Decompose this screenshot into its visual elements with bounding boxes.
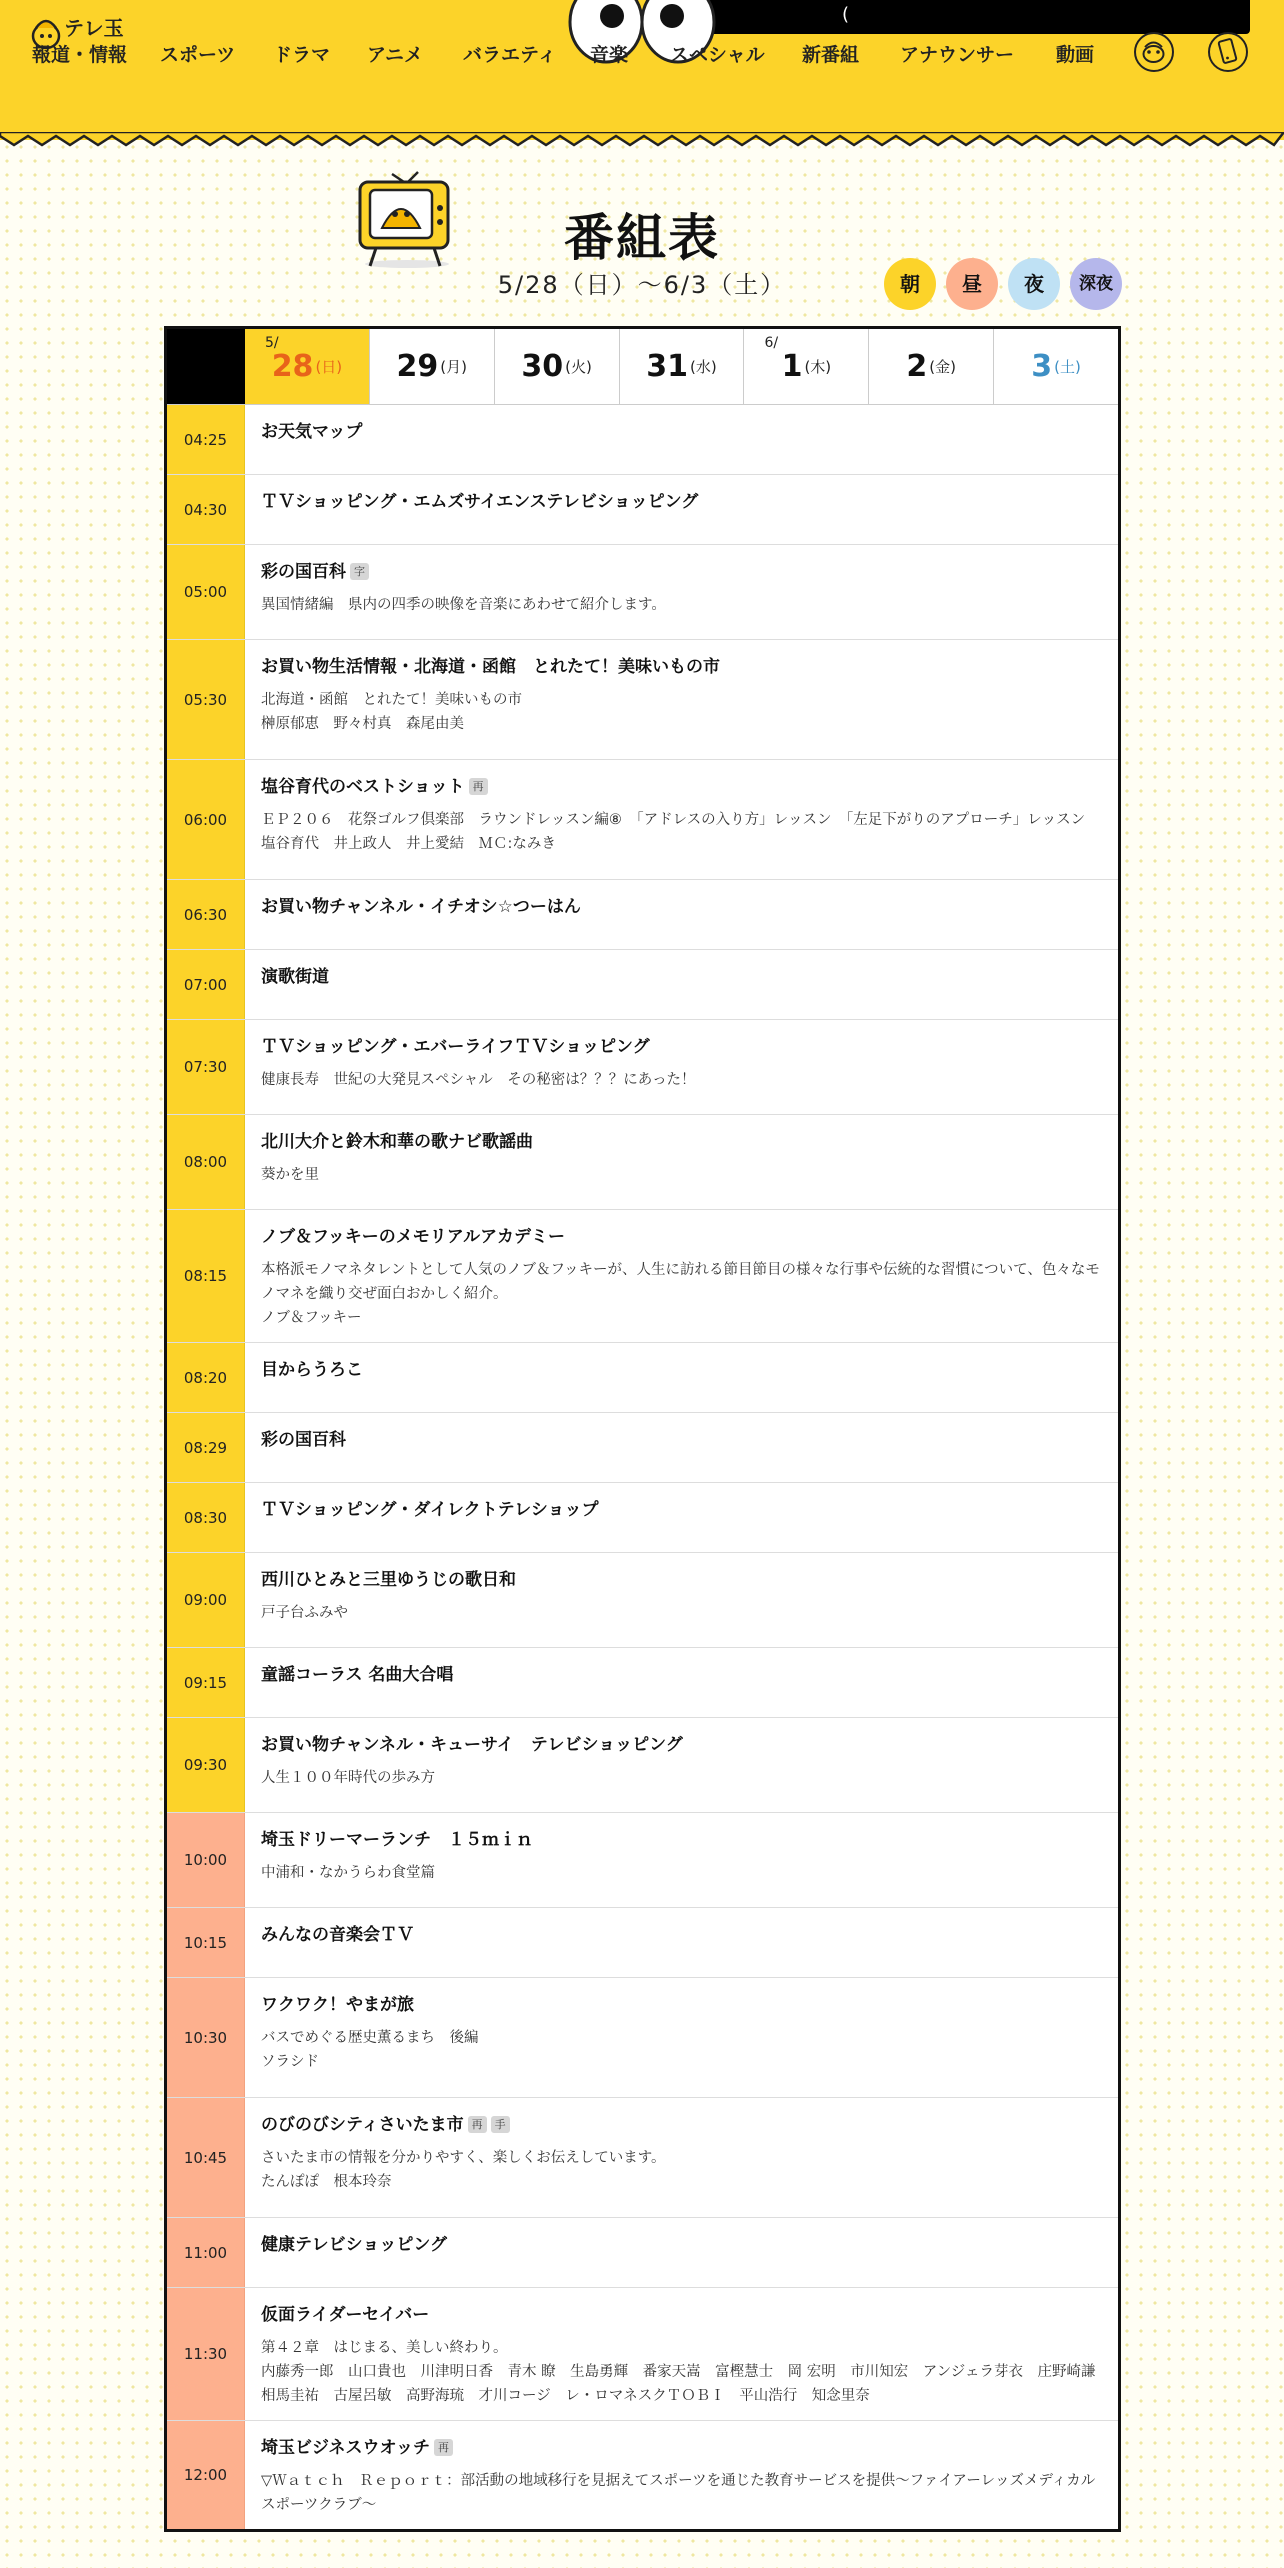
date-range: 5/28（日）〜6/3（土）	[497, 271, 787, 299]
program-cell	[245, 1813, 1118, 1907]
page-title: 番組表	[564, 209, 720, 267]
program-description-line: 榊原郁恵 野々村真 森尾由美	[261, 716, 464, 732]
program-cell	[245, 2421, 1118, 2529]
program-time: 10:45	[167, 2098, 245, 2217]
date-tab[interactable]	[743, 329, 868, 404]
program-title[interactable]: お買い物チャンネル・キューサイ テレビショッピング	[261, 1735, 683, 1755]
program-title[interactable]: 埼玉ドリーマーランチ １５ｍｉｎ	[261, 1830, 533, 1850]
program-description	[261, 808, 1102, 856]
program-time: 07:30	[167, 1020, 245, 1114]
program-description-line: 葵かを里	[261, 1167, 319, 1183]
program-description-line: バスでめぐる歴史薫るまち 後編	[261, 2030, 479, 2046]
program-description	[261, 1068, 1102, 1092]
program-cell	[245, 405, 1118, 474]
program-row[interactable]	[167, 1483, 1118, 1553]
program-cell	[245, 760, 1118, 879]
program-row[interactable]	[167, 1343, 1118, 1413]
program-description-line: 健康長寿 世紀の大発見スペシャル その秘密は？？？にあった！	[261, 1072, 696, 1088]
program-title-line	[261, 489, 1102, 515]
program-time: 08:30	[167, 1483, 245, 1552]
program-time: 08:00	[167, 1115, 245, 1209]
program-time: 10:15	[167, 1908, 245, 1977]
program-title-line	[261, 1357, 1102, 1383]
program-cell	[245, 950, 1118, 1019]
program-title-line	[261, 654, 1102, 680]
program-title[interactable]: ＴＶショッピング・エムズサイエンステレビショッピング	[261, 492, 699, 512]
program-time: 09:00	[167, 1553, 245, 1647]
program-tag-badge: 手	[491, 2116, 510, 2133]
date-day: 31	[646, 349, 689, 384]
logo-text[interactable]: テレ玉	[64, 16, 124, 40]
date-weekday: (金)	[929, 358, 957, 376]
date-day: 28	[271, 349, 314, 384]
time-filter-button[interactable]: 深夜	[1070, 258, 1122, 310]
program-title-line	[261, 1992, 1102, 2018]
program-title[interactable]: ＴＶショッピング・ダイレクトテレショップ	[261, 1500, 599, 1520]
program-row[interactable]	[167, 1115, 1118, 1210]
program-title-line	[261, 1224, 1102, 1250]
program-time: 06:30	[167, 880, 245, 949]
nav-video[interactable]: 動画	[1056, 44, 1095, 66]
program-description	[261, 2146, 1102, 2194]
program-cell	[245, 1648, 1118, 1717]
date-tab[interactable]	[494, 329, 619, 404]
program-description	[261, 688, 1102, 736]
program-time: 09:15	[167, 1648, 245, 1717]
program-row[interactable]	[167, 545, 1118, 640]
program-title-line	[261, 1567, 1102, 1593]
program-row[interactable]	[167, 640, 1118, 760]
date-header-corner	[167, 329, 245, 404]
program-time: 04:25	[167, 405, 245, 474]
program-description	[261, 2026, 1102, 2074]
program-row[interactable]	[167, 950, 1118, 1020]
program-description-line: 異国情緒編 県内の四季の映像を音楽にあわせて紹介します。	[261, 597, 666, 613]
program-description	[261, 1861, 1102, 1885]
program-cell	[245, 545, 1118, 639]
program-title-line	[261, 2112, 1102, 2138]
program-description	[261, 1163, 1102, 1187]
program-title-line	[261, 2302, 1102, 2328]
program-description-line: ノブ＆フッキー	[261, 1310, 362, 1326]
program-description-line: 中浦和・なかうらわ食堂篇	[261, 1865, 435, 1881]
program-title[interactable]: 目からうろこ	[261, 1360, 363, 1380]
program-title-line	[261, 2435, 1102, 2461]
date-weekday: (火)	[565, 358, 592, 376]
program-title[interactable]: お買い物生活情報・北海道・函館 とれたて！美味いもの市	[261, 657, 720, 677]
program-row[interactable]	[167, 1210, 1118, 1343]
mascot-face-icon[interactable]	[1134, 32, 1174, 72]
program-cell	[245, 880, 1118, 949]
program-row[interactable]	[167, 2288, 1118, 2421]
program-row[interactable]	[167, 2218, 1118, 2288]
nav-news[interactable]: 報道・情報	[32, 44, 128, 66]
program-list	[167, 405, 1118, 2529]
program-cell	[245, 1908, 1118, 1977]
program-tag-badge: 字	[350, 563, 369, 580]
program-title[interactable]: 彩の国百科	[261, 1430, 346, 1450]
program-description-line: 塩谷育代 井上政人 井上愛結 ＭＣ:なみき	[261, 836, 556, 852]
program-description-line: さいたま市の情報を分かりやすく、楽しくお伝えしています。	[261, 2150, 666, 2166]
date-weekday: (土)	[1054, 358, 1081, 376]
program-row[interactable]	[167, 760, 1118, 880]
program-tag-badge: 再	[434, 2439, 453, 2456]
program-title[interactable]: お天気マップ	[261, 422, 363, 442]
program-description	[261, 2336, 1110, 2408]
program-title[interactable]: 彩の国百科	[261, 562, 346, 582]
date-day: 3	[1031, 349, 1053, 384]
program-title[interactable]: ＴＶショッピング・エバーライフＴＶショッピング	[261, 1037, 650, 1057]
header-zigzag	[0, 132, 1284, 148]
program-time: 07:00	[167, 950, 245, 1019]
program-description-line: 戸子台ふみや	[261, 1605, 348, 1621]
program-description-line: ＥＰ２０６ 花祭ゴルフ倶楽部 ラウンドレッスン編⑧ 「アドレスの入り方」レッスン 「左足下がりのアプローチ」レッスン	[261, 812, 1086, 828]
date-month: 6/	[764, 335, 779, 351]
program-description-line: たんぽぽ 根本玲奈	[261, 2174, 392, 2190]
program-cell	[245, 1553, 1118, 1647]
program-title[interactable]: 童謡コーラス 名曲大合唱	[261, 1665, 454, 1685]
program-row[interactable]	[167, 1020, 1118, 1115]
program-cell	[245, 1483, 1118, 1552]
program-time: 11:00	[167, 2218, 245, 2287]
program-title[interactable]: のびのびシティさいたま市	[261, 2115, 464, 2135]
date-day: 1	[781, 349, 803, 384]
nav-announcer[interactable]: アナウンサー	[900, 44, 1015, 66]
program-row[interactable]	[167, 2098, 1118, 2218]
date-tab[interactable]	[868, 329, 993, 404]
nav-special[interactable]: スペシャル	[670, 44, 765, 66]
program-row[interactable]	[167, 880, 1118, 950]
program-cell	[245, 1978, 1118, 2097]
program-description-line: 内藤秀一郎 山口貴也 川津明日香 青木 瞭 生島勇輝 番家天嵩 富樫慧士 岡 宏明 市川知宏 アンジェラ芽衣 庄野崎謙 相馬圭祐 古屋呂敏 高野海琉 才川コージ レ・ロマネスクＴＯＢＩ 平山浩行 知念里奈	[261, 2364, 1110, 2404]
program-title-line	[261, 774, 1102, 800]
date-weekday: (木)	[804, 358, 832, 376]
program-title-line	[261, 964, 1102, 990]
program-description	[261, 1601, 1102, 1625]
program-time: 10:00	[167, 1813, 245, 1907]
date-weekday: (日)	[315, 358, 343, 376]
nav-drama[interactable]: ドラマ	[273, 44, 331, 66]
program-title-line	[261, 894, 1102, 920]
program-cell	[245, 1210, 1118, 1342]
program-title[interactable]: 北川大介と鈴木和華の歌ナビ歌謡曲	[261, 1132, 533, 1152]
program-cell	[245, 1020, 1118, 1114]
program-title-line	[261, 2232, 1102, 2258]
program-row[interactable]	[167, 475, 1118, 545]
program-title[interactable]: 健康テレビショッピング	[261, 2235, 447, 2255]
program-time: 05:30	[167, 640, 245, 759]
program-description-line: 本格派モノマネタレントとして人気のノブ＆フッキーが、人生に訪れる節目節目の様々な行事や伝統的な習慣について、色々なモノマネを織り交ぜ面白おかしく紹介。	[261, 1262, 1100, 1302]
program-description	[261, 1766, 1102, 1790]
program-cell	[245, 2218, 1118, 2287]
program-row[interactable]	[167, 405, 1118, 475]
program-row[interactable]	[167, 1413, 1118, 1483]
program-title-line	[261, 1827, 1102, 1853]
program-title[interactable]: お買い物チャンネル・イチオシ☆つーはん	[261, 897, 581, 917]
program-cell	[245, 640, 1118, 759]
program-row[interactable]	[167, 2421, 1118, 2529]
program-row[interactable]	[167, 1553, 1118, 1648]
program-time: 12:00	[167, 2421, 245, 2529]
program-description	[261, 2469, 1102, 2517]
program-title-line	[261, 1034, 1102, 1060]
program-description-line: 人生１００年時代の歩み方	[261, 1770, 435, 1786]
program-description	[261, 1258, 1102, 1330]
date-tab[interactable]	[993, 329, 1118, 404]
time-filter-button[interactable]: 夜	[1008, 258, 1060, 310]
program-time: 08:20	[167, 1343, 245, 1412]
date-day: 29	[396, 349, 439, 384]
program-title[interactable]: 塩谷育代のベストショット	[261, 777, 465, 797]
program-time: 05:00	[167, 545, 245, 639]
program-row[interactable]	[167, 1978, 1118, 2098]
program-cell	[245, 2098, 1118, 2217]
program-row[interactable]	[167, 1718, 1118, 1813]
program-title[interactable]: 演歌街道	[261, 967, 329, 987]
search-bar[interactable]	[705, 0, 1250, 34]
search-toggle-icon[interactable]: (	[842, 4, 850, 25]
program-time: 09:30	[167, 1718, 245, 1812]
program-time: 04:30	[167, 475, 245, 544]
program-title[interactable]: ワクワク！やまが旅	[261, 1995, 414, 2015]
schedule-table	[164, 326, 1121, 2532]
program-time: 08:15	[167, 1210, 245, 1342]
program-time: 10:30	[167, 1978, 245, 2097]
program-title-line	[261, 1497, 1102, 1523]
date-tab[interactable]	[369, 329, 494, 404]
program-title-line	[261, 1732, 1102, 1758]
program-cell	[245, 1718, 1118, 1812]
program-title-line	[261, 1129, 1102, 1155]
nav-variety[interactable]: バラエティ	[463, 44, 557, 66]
program-title[interactable]: 埼玉ビジネスウオッチ	[261, 2438, 430, 2458]
program-description-line: ▽Ｗａｔｃｈ Ｒｅｐｏｒｔ：部活動の地域移行を見据えてスポーツを通じた教育サービスを提供～ファイアーレッズメディカルスポーツクラブ～	[261, 2473, 1096, 2513]
program-description-line: ソラシド	[261, 2054, 319, 2070]
program-description-line: 北海道・函館 とれたて！美味いもの市	[261, 692, 522, 708]
program-description-line: 第４２章 はじまる、美しい終わり。	[261, 2340, 508, 2356]
program-row[interactable]	[167, 1648, 1118, 1718]
date-tab[interactable]	[245, 329, 369, 404]
date-month: 5/	[265, 335, 279, 351]
program-title-line	[261, 419, 1102, 445]
site-header	[0, 0, 1284, 140]
date-tab[interactable]	[619, 329, 744, 404]
program-time: 08:29	[167, 1413, 245, 1482]
date-header	[167, 329, 1118, 405]
date-weekday: (水)	[690, 358, 717, 376]
program-cell	[245, 2288, 1118, 2420]
program-cell	[245, 1413, 1118, 1482]
program-cell	[245, 1343, 1118, 1412]
phone-icon[interactable]	[1208, 32, 1248, 72]
program-description	[261, 593, 1102, 617]
program-row[interactable]	[167, 1813, 1118, 1908]
program-title-line	[261, 1922, 1102, 1948]
main-nav	[0, 34, 1284, 74]
nav-sports[interactable]: スポーツ	[160, 44, 236, 66]
program-title-line	[261, 559, 1102, 585]
program-title[interactable]: 仮面ライダーセイバー	[261, 2305, 430, 2325]
date-day: 30	[521, 349, 564, 384]
nav-music[interactable]: 音楽	[590, 44, 629, 66]
program-title-line	[261, 1427, 1102, 1453]
program-tag-badge: 再	[468, 2116, 487, 2133]
program-tag-badge: 再	[469, 778, 488, 795]
date-day: 2	[906, 349, 928, 384]
program-title[interactable]: みんなの音楽会ＴＶ	[261, 1925, 414, 1945]
time-filter-button[interactable]: 昼	[946, 258, 998, 310]
program-title[interactable]: ノブ＆フッキーのメモリアルアカデミー	[261, 1227, 565, 1247]
nav-anime[interactable]: アニメ	[367, 44, 424, 66]
nav-new-programs[interactable]: 新番組	[802, 44, 860, 66]
program-title[interactable]: 西川ひとみと三里ゆうじの歌日和	[261, 1570, 516, 1590]
program-time: 11:30	[167, 2288, 245, 2420]
program-time: 06:00	[167, 760, 245, 879]
program-title-line	[261, 1662, 1102, 1688]
time-filter-button[interactable]: 朝	[884, 258, 936, 310]
date-weekday: (月)	[440, 358, 468, 376]
program-cell	[245, 475, 1118, 544]
program-row[interactable]	[167, 1908, 1118, 1978]
program-cell	[245, 1115, 1118, 1209]
